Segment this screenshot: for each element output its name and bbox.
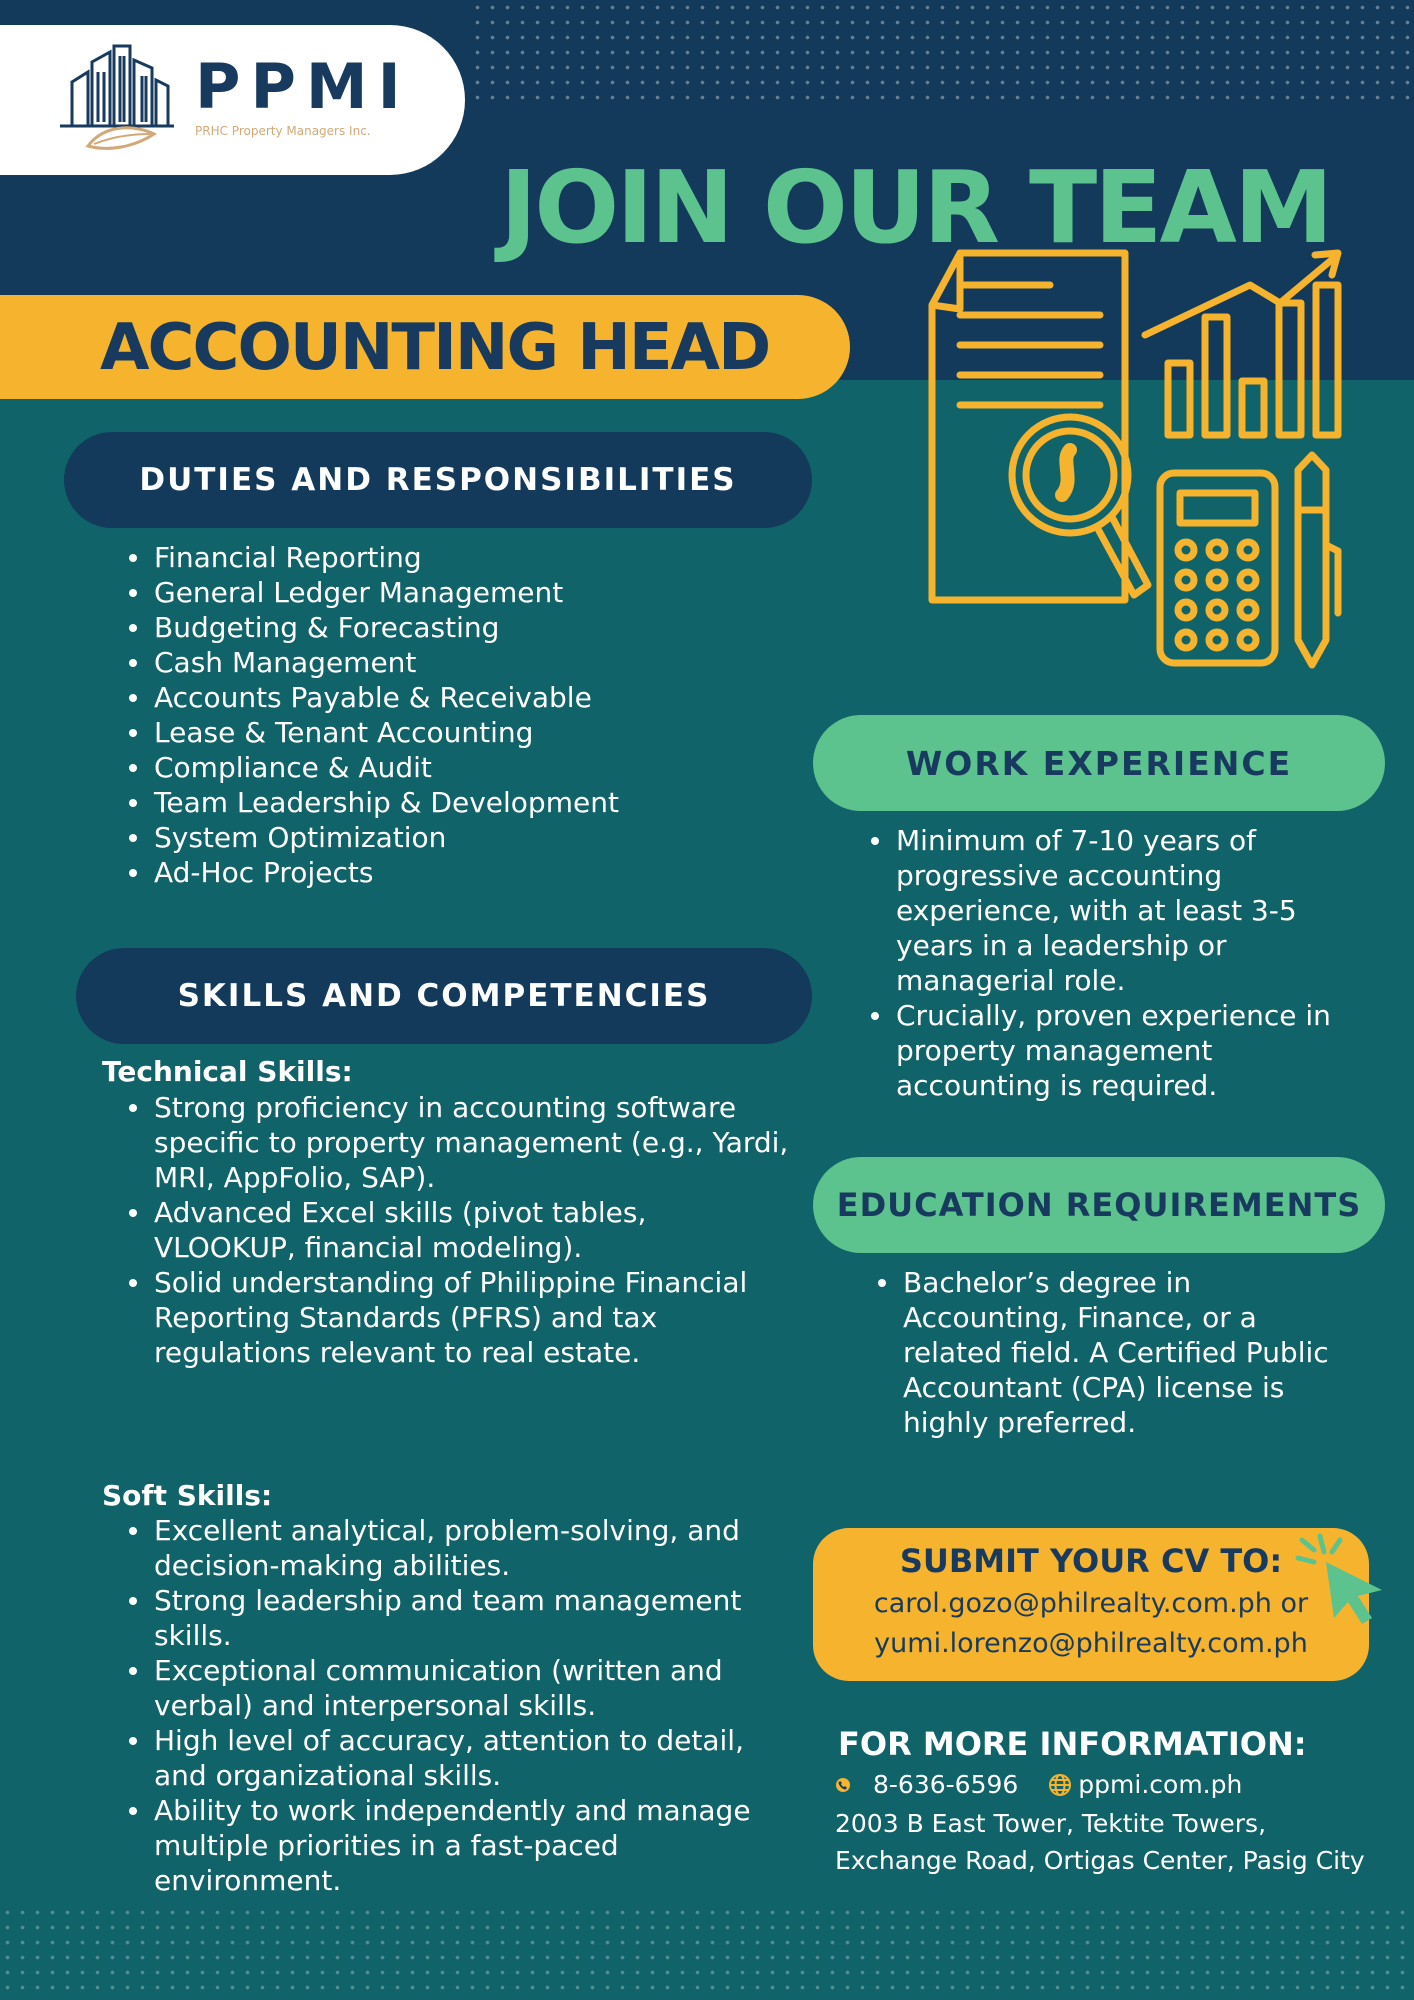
website-link[interactable]: ppmi.com.ph [1078, 1770, 1243, 1799]
skills-heading: SKILLS AND COMPETENCIES [177, 978, 711, 1014]
more-info-title: FOR MORE INFORMATION: [838, 1725, 1307, 1763]
globe-icon [1048, 1773, 1072, 1797]
list-item: Bachelor’s degree in Accounting, Finance, or a related field. A Certified Public Accountant (CPA) license is highly preferred. [903, 1265, 1353, 1440]
work-list [896, 823, 1346, 1103]
education-heading: EDUCATION REQUIREMENTS [836, 1186, 1362, 1224]
email-link-yumi[interactable]: yumi.lorenzo@philrealty.com.ph [874, 1628, 1308, 1659]
list-item: Cash Management [154, 645, 619, 680]
dot-pattern-top [470, 0, 1414, 110]
technical-skills-list [154, 1090, 794, 1370]
email-link-carol[interactable]: carol.gozo@philrealty.com.ph [873, 1588, 1272, 1619]
logo-subtitle: PRHC Property Managers Inc. [195, 124, 371, 138]
list-item: High level of accuracy, attention to detail, and organizational skills. [154, 1723, 794, 1793]
buildings-logo-icon [58, 42, 176, 154]
duties-list [154, 540, 619, 890]
phone-icon [835, 1777, 851, 1793]
list-item: System Optimization [154, 820, 619, 855]
list-item: Strong leadership and team management skills. [154, 1583, 794, 1653]
submit-title: SUBMIT YOUR CV TO: [899, 1542, 1283, 1580]
position-title: ACCOUNTING HEAD [100, 311, 770, 385]
or-text: or [1280, 1588, 1309, 1619]
list-item: Team Leadership & Development [154, 786, 619, 819]
list-item: General Ledger Management [154, 575, 619, 610]
list-item: Solid understanding of Philippine Financial Reporting Standards (PFRS) and tax regulations relevant to real estate. [154, 1265, 794, 1370]
address-line-1: 2003 B East Tower, Tektite Towers, [835, 1809, 1267, 1838]
list-item: Excellent analytical, problem-solving, and decision-making abilities. [154, 1513, 794, 1583]
work-heading: WORK EXPERIENCE [905, 743, 1293, 783]
list-item: Ad-Hoc Projects [154, 855, 619, 890]
list-item: Lease & Tenant Accounting [154, 715, 619, 750]
work-heading-pill [813, 715, 1385, 811]
technical-skills-label: Technical Skills: [102, 1055, 353, 1088]
submit-email-line [813, 1588, 1369, 1619]
education-list [903, 1265, 1353, 1440]
list-item: Minimum of 7-10 years of progressive accounting experience, with at least 3-5 years in a leadership or managerial role. [896, 823, 1346, 998]
duties-heading: DUTIES AND RESPONSIBILITIES [139, 462, 737, 498]
list-item: Ability to work independently and manage multiple priorities in a fast-paced environment. [154, 1793, 794, 1898]
address-line-2: Exchange Road, Ortigas Center, Pasig City [835, 1846, 1365, 1875]
accounting-illustration-icon [920, 245, 1360, 675]
list-item: Strong proficiency in accounting software specific to property management (e.g., Yardi, MRI, AppFolio, SAP). [154, 1090, 794, 1195]
contact-row [835, 1770, 1242, 1799]
phone-number[interactable]: 8-636-6596 [873, 1770, 1019, 1799]
soft-skills-list [154, 1513, 794, 1898]
logo-wordmark: PPMI [195, 50, 411, 123]
soft-skills-label: Soft Skills: [102, 1479, 273, 1512]
list-item: Advanced Excel skills (pivot tables, VLOOKUP, financial modeling). [154, 1195, 794, 1265]
list-item: Crucially, proven experience in property management accounting is required. [896, 998, 1346, 1103]
click-cursor-icon [1290, 1528, 1390, 1628]
dot-pattern-bottom [0, 1905, 1414, 2000]
list-item: Accounts Payable & Receivable [154, 680, 619, 715]
headline: JOIN OUR TEAM [500, 149, 1331, 266]
skills-heading-pill [76, 948, 812, 1044]
list-item: Budgeting & Forecasting [154, 610, 619, 645]
list-item: Financial Reporting [154, 540, 619, 575]
list-item: Compliance & Audit [154, 750, 619, 785]
submit-cv-box [813, 1528, 1369, 1681]
education-heading-pill [813, 1157, 1385, 1253]
submit-email-line-2 [813, 1628, 1369, 1659]
list-item: Exceptional communication (written and verbal) and interpersonal skills. [154, 1653, 794, 1723]
duties-heading-pill [64, 432, 812, 528]
